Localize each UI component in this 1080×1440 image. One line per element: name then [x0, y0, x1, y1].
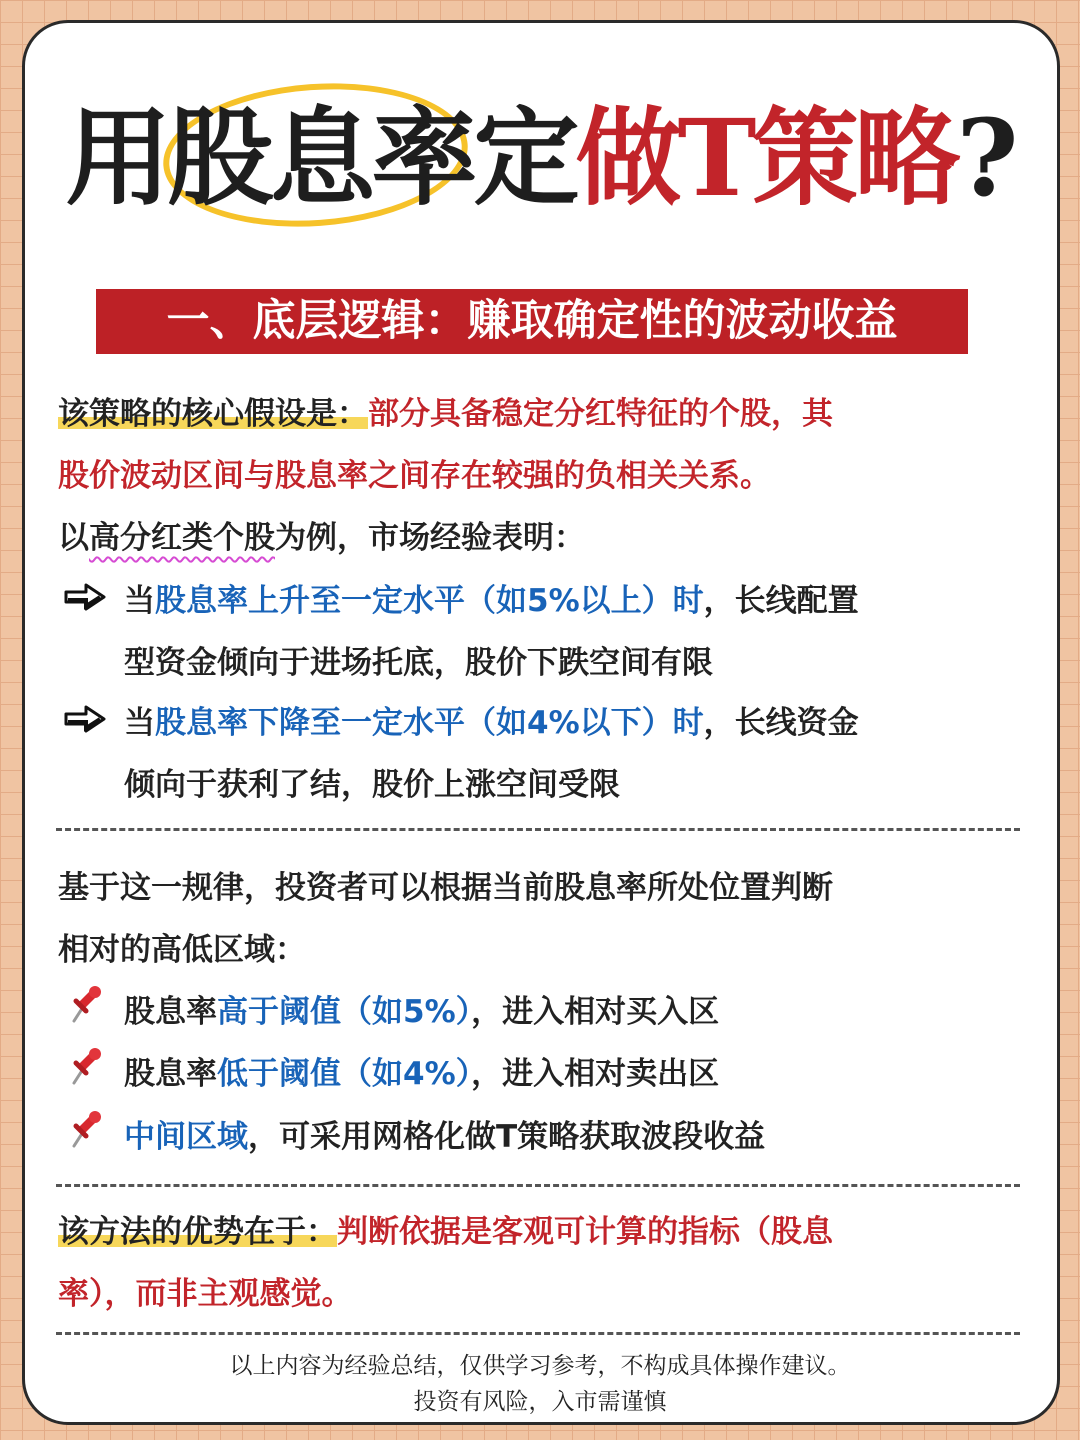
intro-text-1: 部分具备稳定分红特征的个股，其: [368, 396, 833, 432]
rule-line-2: 相对的高低区域：: [58, 932, 306, 968]
pushpin-icon: [66, 1110, 102, 1150]
point-2: [124, 1048, 719, 1093]
example-wavy: 高分红类个股: [89, 520, 275, 556]
dashed-divider: [56, 1184, 1020, 1187]
point-3-suffix: ，可采用网格化做T策略获取波段收益: [248, 1119, 766, 1155]
advantage-label: 该方法的优势在于：: [58, 1214, 337, 1250]
bullet-1-blue: 股息率上升至一定水平（如5%以上）时: [155, 583, 704, 619]
bullet-1-suffix: ，长线配置: [703, 583, 859, 619]
pushpin-icon: [66, 1047, 102, 1087]
pushpin-icon: [66, 985, 102, 1025]
advantage-text-1: 判断依据是客观可计算的指标（股息: [337, 1214, 833, 1250]
disclaimer-line-1: 以上内容为经验总结，仅供学习参考，不构成具体操作建议。: [229, 1353, 851, 1379]
advantage-line-2: 率），而非主观感觉。: [58, 1276, 353, 1312]
bullet-2-line-1: [124, 697, 859, 742]
example-suffix: 为例，市场经验表明：: [275, 520, 585, 556]
bullet-2-blue: 股息率下降至一定水平（如4%以下）时: [155, 705, 704, 741]
intro-line-2: 股价波动区间与股息率之间存在较强的负相关关系。: [58, 458, 771, 494]
point-1-blue: 高于阈值（如5%）: [217, 994, 472, 1030]
bullet-1-prefix: 当: [124, 583, 155, 619]
bullet-2-prefix: 当: [124, 705, 155, 741]
advantage-line-1: [58, 1206, 833, 1251]
example-line: [58, 512, 585, 557]
bullet-1-line-2: 型资金倾向于进场托底，股价下跌空间有限: [124, 645, 713, 681]
point-1-prefix: 股息率: [124, 994, 217, 1030]
title-part-2: 股息率: [167, 95, 474, 220]
bullet-2-suffix: ，长线资金: [703, 705, 859, 741]
dashed-divider: [56, 1332, 1020, 1335]
intro-label: 该策略的核心假设是：: [58, 396, 368, 432]
title-part-3: 定: [473, 95, 576, 220]
bullet-1-line-1: [124, 575, 859, 620]
rule-line-1: 基于这一规律，投资者可以根据当前股息率所处位置判断: [58, 870, 833, 906]
arrow-icon: [64, 704, 108, 734]
title-part-4: 做T策略: [575, 95, 957, 220]
title-question-mark: ?: [956, 95, 1015, 220]
arrow-icon: [64, 582, 108, 612]
point-3-blue: 中间区域: [124, 1119, 248, 1155]
title-part-1: 用: [65, 95, 168, 220]
point-1: [124, 986, 719, 1031]
point-2-prefix: 股息率: [124, 1056, 217, 1092]
point-2-blue: 低于阈值（如4%）: [217, 1056, 472, 1092]
page-title: [0, 78, 1080, 238]
section-banner: 一、底层逻辑：赚取确定性的波动收益: [96, 289, 968, 354]
bullet-2-line-2: 倾向于获利了结，股价上涨空间受限: [124, 767, 620, 803]
example-prefix: 以: [58, 520, 89, 556]
dashed-divider: [56, 828, 1020, 831]
disclaimer-line-2: 投资有风险，入市需谨慎: [413, 1389, 667, 1415]
intro-line-1: [58, 388, 833, 433]
point-3: [124, 1111, 765, 1156]
point-1-suffix: ，进入相对买入区: [471, 994, 720, 1030]
point-2-suffix: ，进入相对卖出区: [471, 1056, 720, 1092]
